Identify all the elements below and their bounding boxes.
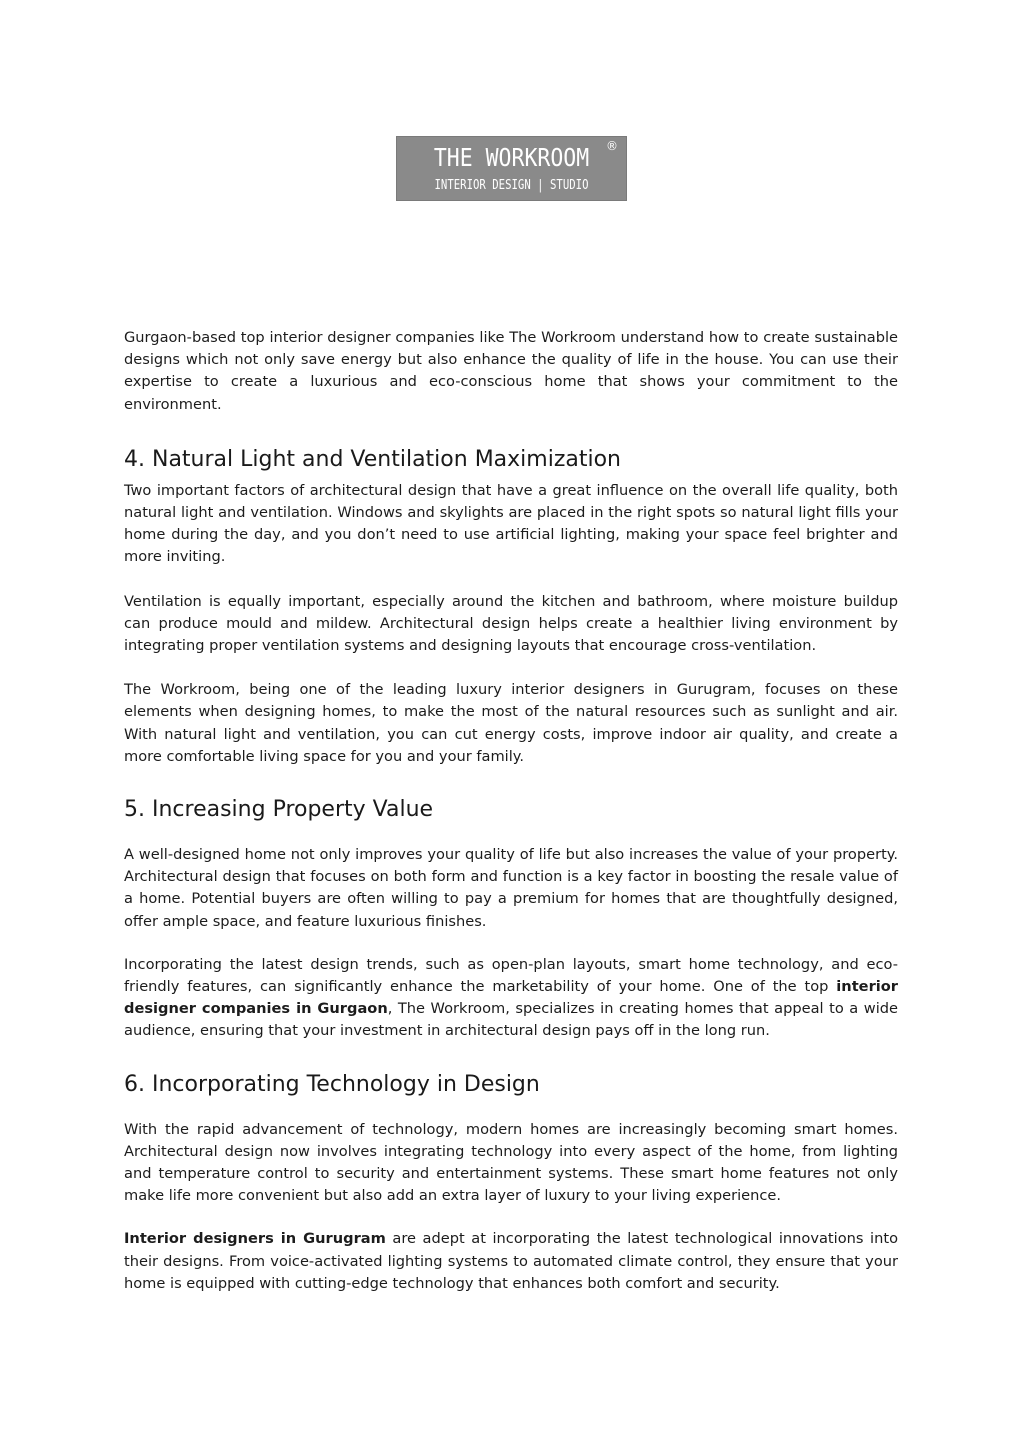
- section-6-paragraph-2: [124, 1228, 898, 1295]
- workroom-logo: [396, 136, 627, 201]
- section-5-text-after-link: , The Workroom, specializes in creating homes that appeal to a wide audience, ensuring that your investment in architectural design pays off in the long run.: [124, 1000, 898, 1040]
- section-5-heading: 5. Increasing Property Value: [124, 797, 434, 823]
- section-4-heading: 4. Natural Light and Ventilation Maximization: [124, 446, 621, 472]
- section-4-paragraph-3: The Workroom, being one of the leading luxury interior designers in Gurugram, focuses on these elements when designing homes, to make the most of the natural resources such as sunlight and air. With natural light and ventilation, you can cut energy costs, improve indoor air quality, and create a more comfortable living space for you and your family.: [124, 681, 898, 765]
- logo-title: THE WORKROOM: [433, 143, 590, 172]
- intro-paragraph: Gurgaon-based top interior designer companies like The Workroom understand how to create sustainable designs which not only save energy but also enhance the quality of life in the house. You can use their expertise to create a luxurious and eco-conscious home that shows your commitment to the environment.: [124, 329, 898, 413]
- section-5-paragraph-2: [124, 954, 898, 1043]
- section-6-paragraph-1: With the rapid advancement of technology, modern homes are increasingly becoming smart homes. Architectural design now involves integrating technology into every aspect of the home, from lighting and temperature control to security and entertainment systems. These smart home features not only make life more convenient but also add an extra layer of luxury to your living experience.: [124, 1120, 898, 1205]
- registered-mark: ®: [606, 139, 618, 153]
- document-body: [124, 327, 898, 1295]
- section-4-paragraph-1: Two important factors of architectural design that have a great influence on the overall life quality, both natural light and ventilation. Windows and skylights are placed in the right spots so natural light fills your home during the day, and you don’t need to use artificial lighting, making your space feel brighter and more inviting.: [124, 481, 898, 566]
- interior-designers-gurugram-keyword: Interior designers in Gurugram: [124, 1230, 386, 1248]
- section-5-text-before-link: Incorporating the latest design trends, such as open-plan layouts, smart home technology, and eco-friendly features, can significantly enhance the marketability of your home. One of the top: [124, 955, 898, 996]
- section-4-paragraph-2: Ventilation is equally important, especially around the kitchen and bathroom, where moisture buildup can produce mould and mildew. Architectural design helps create a healthier living environment by integrating proper ventilation systems and designing layouts that encourage cross-ventilation.: [124, 592, 898, 655]
- section-6-heading: 6. Incorporating Technology in Design: [124, 1071, 540, 1097]
- section-5-paragraph-1: A well-designed home not only improves your quality of life but also increases the value of your property. Architectural design that focuses on both form and function is a key factor in boosting the resale value of a home. Potential buyers are often willing to pay a premium for homes that are thoughtfully designed, offer ample space, and feature luxurious finishes.: [124, 846, 898, 930]
- logo-subtitle: INTERIOR DESIGN | STUDIO: [434, 178, 589, 193]
- section-6-text-after-keyword: are adept at incorporating the latest technological innovations into their designs. From voice-activated lighting systems to automated climate control, they ensure that your home is equipped with cutting-edge technology that enhances both comfort and security.: [124, 1230, 899, 1292]
- interior-designer-companies-keyword: interior designer companies in Gurgaon: [124, 978, 898, 1018]
